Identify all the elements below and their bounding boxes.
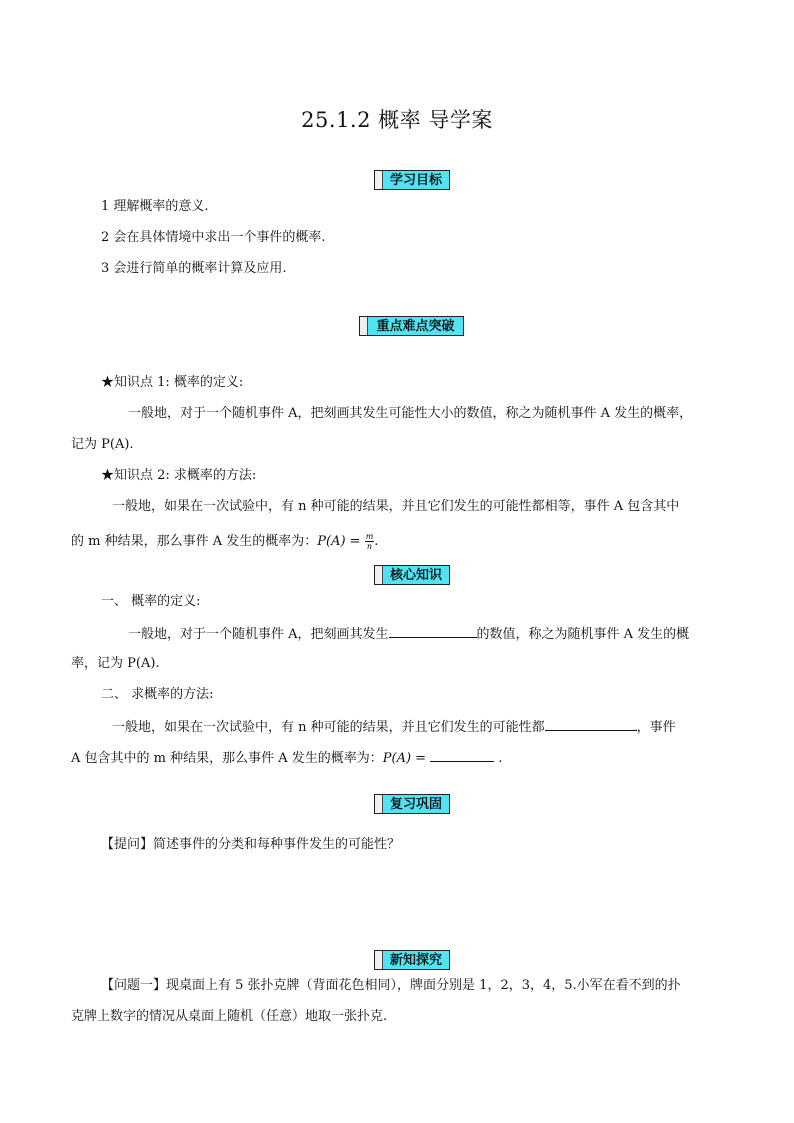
goal-item-1: 1 理解概率的意义. [101,199,209,214]
probability-fraction: $\frac{m}{n}$ [365,532,374,551]
fill-in-blank-3[interactable] [430,748,494,762]
core-text-2: 一般地，如果在一次试验中，有 n 种可能的结果，并且它们发生的可能性都 ，事件 [112,717,676,737]
core-text-1: 一般地，对于一个随机事件 A，把刻画其发生 的数值，称之为随机事件 A 发生的概 [128,624,689,644]
explore-question-1-cont: 克牌上数字的情况从桌面上随机（任意）地取一张扑克. [71,1009,388,1024]
section-header-key-points: 重点难点突破 [359,316,464,336]
explore-question-1: 【问题一】现桌面上有 5 张扑克牌（背面花色相同），牌面分别是 1，2，3，4，5.小军在看不到的扑 [101,978,681,993]
review-question: 【提问】简述事件的分类和每种事件发生的可能性？ [101,837,401,852]
fill-in-blank-2[interactable] [545,717,637,731]
core-heading-1: 一、 概率的定义: [101,594,201,609]
knowledge-point-1-text-cont: 记为 P(A). [71,437,134,452]
core-text-1-cont: 率，记为 P(A). [71,656,160,671]
core-text-2-cont: A 包含其中的 m 种结果，那么事件 A 发生的概率为：P(A) = . [71,748,502,768]
core-heading-2: 二、 求概率的方法: [101,687,214,702]
goal-item-3: 3 会进行简单的概率计算及应用. [101,261,287,276]
section-header-goals: 学习目标 [374,170,450,190]
goal-item-2: 2 会在具体情境中求出一个事件的概率. [101,230,326,245]
section-header-review: 复习巩固 [374,794,450,814]
knowledge-point-2-text-cont: 的 m 种结果，那么事件 A 发生的概率为：P(A) = $\frac{m}{n}$ . [71,532,379,551]
knowledge-point-2-text: 一般地，如果在一次试验中，有 n 种可能的结果，并且它们发生的可能性都相等，事件 A 包含其中 [112,499,680,514]
probability-formula-lhs: P(A) = [317,534,365,549]
section-header-core: 核心知识 [374,565,450,585]
section-header-explore: 新知探究 [374,950,450,970]
page-title: 25.1.2 概率 导学案 [301,108,493,132]
knowledge-point-1-heading: ★知识点 1: 概率的定义: [101,375,244,390]
knowledge-point-1-text: 一般地，对于一个随机事件 A，把刻画其发生可能性大小的数值，称之为随机事件 A 发生的概率， [128,406,693,421]
fill-in-blank-1[interactable] [389,624,477,638]
knowledge-point-2-heading: ★知识点 2: 求概率的方法: [101,468,257,483]
